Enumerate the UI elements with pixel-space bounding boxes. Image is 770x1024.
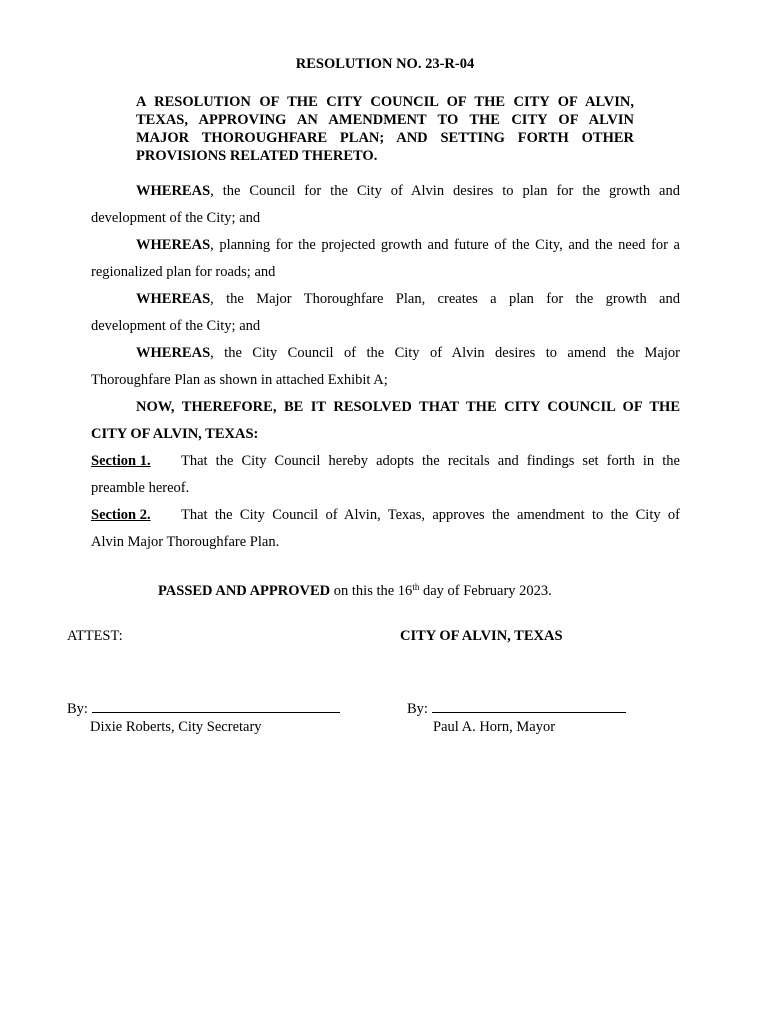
whereas-clause-2	[91, 235, 680, 289]
signature-line	[92, 699, 340, 713]
resolution-title	[136, 93, 634, 165]
resolved-line: NOW, THEREFORE, BE IT RESOLVED THAT THE CITY COUNCIL OF THE	[136, 399, 680, 415]
city-label: CITY OF ALVIN, TEXAS	[400, 628, 563, 644]
section-text: Alvin Major Thoroughfare Plan.	[91, 534, 280, 550]
by-label: By:	[407, 701, 428, 717]
whereas-keyword: WHEREAS	[136, 291, 211, 307]
whereas-text: , planning for the projected growth and future of the City, and the need for a	[210, 237, 680, 253]
whereas-text: development of the City; and	[91, 318, 261, 334]
section-text: That the City Council of Alvin, Texas, approves the amendment to the City of	[181, 507, 680, 523]
passed-text: on this the 16	[330, 583, 413, 599]
resolved-line: CITY OF ALVIN, TEXAS:	[91, 426, 259, 442]
title-line: TEXAS, APPROVING AN AMENDMENT TO THE CITY OF ALVIN	[136, 112, 634, 128]
whereas-keyword: WHEREAS	[136, 183, 211, 199]
whereas-clause-3	[91, 289, 680, 343]
whereas-text: Thoroughfare Plan as shown in attached Exhibit A;	[91, 372, 388, 388]
section-2	[91, 505, 680, 559]
section-1	[91, 451, 680, 505]
whereas-keyword: WHEREAS	[136, 345, 211, 361]
secretary-name: Dixie Roberts, City Secretary	[90, 719, 262, 735]
mayor-signature-block	[407, 699, 626, 736]
passed-approved-statement	[158, 582, 552, 600]
whereas-clause-4	[91, 343, 680, 397]
resolution-number: RESOLUTION NO. 23-R-04	[295, 56, 475, 72]
section-label: Section 2.	[91, 507, 151, 523]
passed-ordinal: th	[412, 582, 420, 592]
title-line: PROVISIONS RELATED THERETO.	[136, 148, 378, 164]
whereas-text: development of the City; and	[91, 210, 261, 226]
whereas-text: , the Council for the City of Alvin desires to plan for the growth and	[210, 183, 680, 199]
title-line: MAJOR THOROUGHFARE PLAN; AND SETTING FORTH OTHER	[136, 130, 634, 146]
whereas-text: , the City Council of the City of Alvin desires to amend the Major	[210, 345, 680, 361]
section-text: That the City Council hereby adopts the recitals and findings set forth in the	[181, 453, 680, 469]
signature-line	[432, 699, 626, 713]
document-body	[91, 181, 680, 559]
whereas-keyword: WHEREAS	[136, 237, 211, 253]
secretary-signature-block	[67, 699, 340, 736]
attest-label: ATTEST:	[67, 628, 123, 644]
resolved-clause	[91, 397, 680, 451]
title-line: A RESOLUTION OF THE CITY COUNCIL OF THE CITY OF ALVIN,	[136, 94, 634, 110]
passed-text: day of February 2023.	[419, 583, 552, 599]
whereas-text: regionalized plan for roads; and	[91, 264, 276, 280]
section-text: preamble hereof.	[91, 480, 190, 496]
by-label: By:	[67, 701, 88, 717]
mayor-name: Paul A. Horn, Mayor	[433, 719, 556, 735]
section-label: Section 1.	[91, 453, 151, 469]
passed-keyword: PASSED AND APPROVED	[158, 583, 331, 599]
whereas-clause-1	[91, 181, 680, 235]
whereas-text: , the Major Thoroughfare Plan, creates a plan for the growth and	[210, 291, 680, 307]
